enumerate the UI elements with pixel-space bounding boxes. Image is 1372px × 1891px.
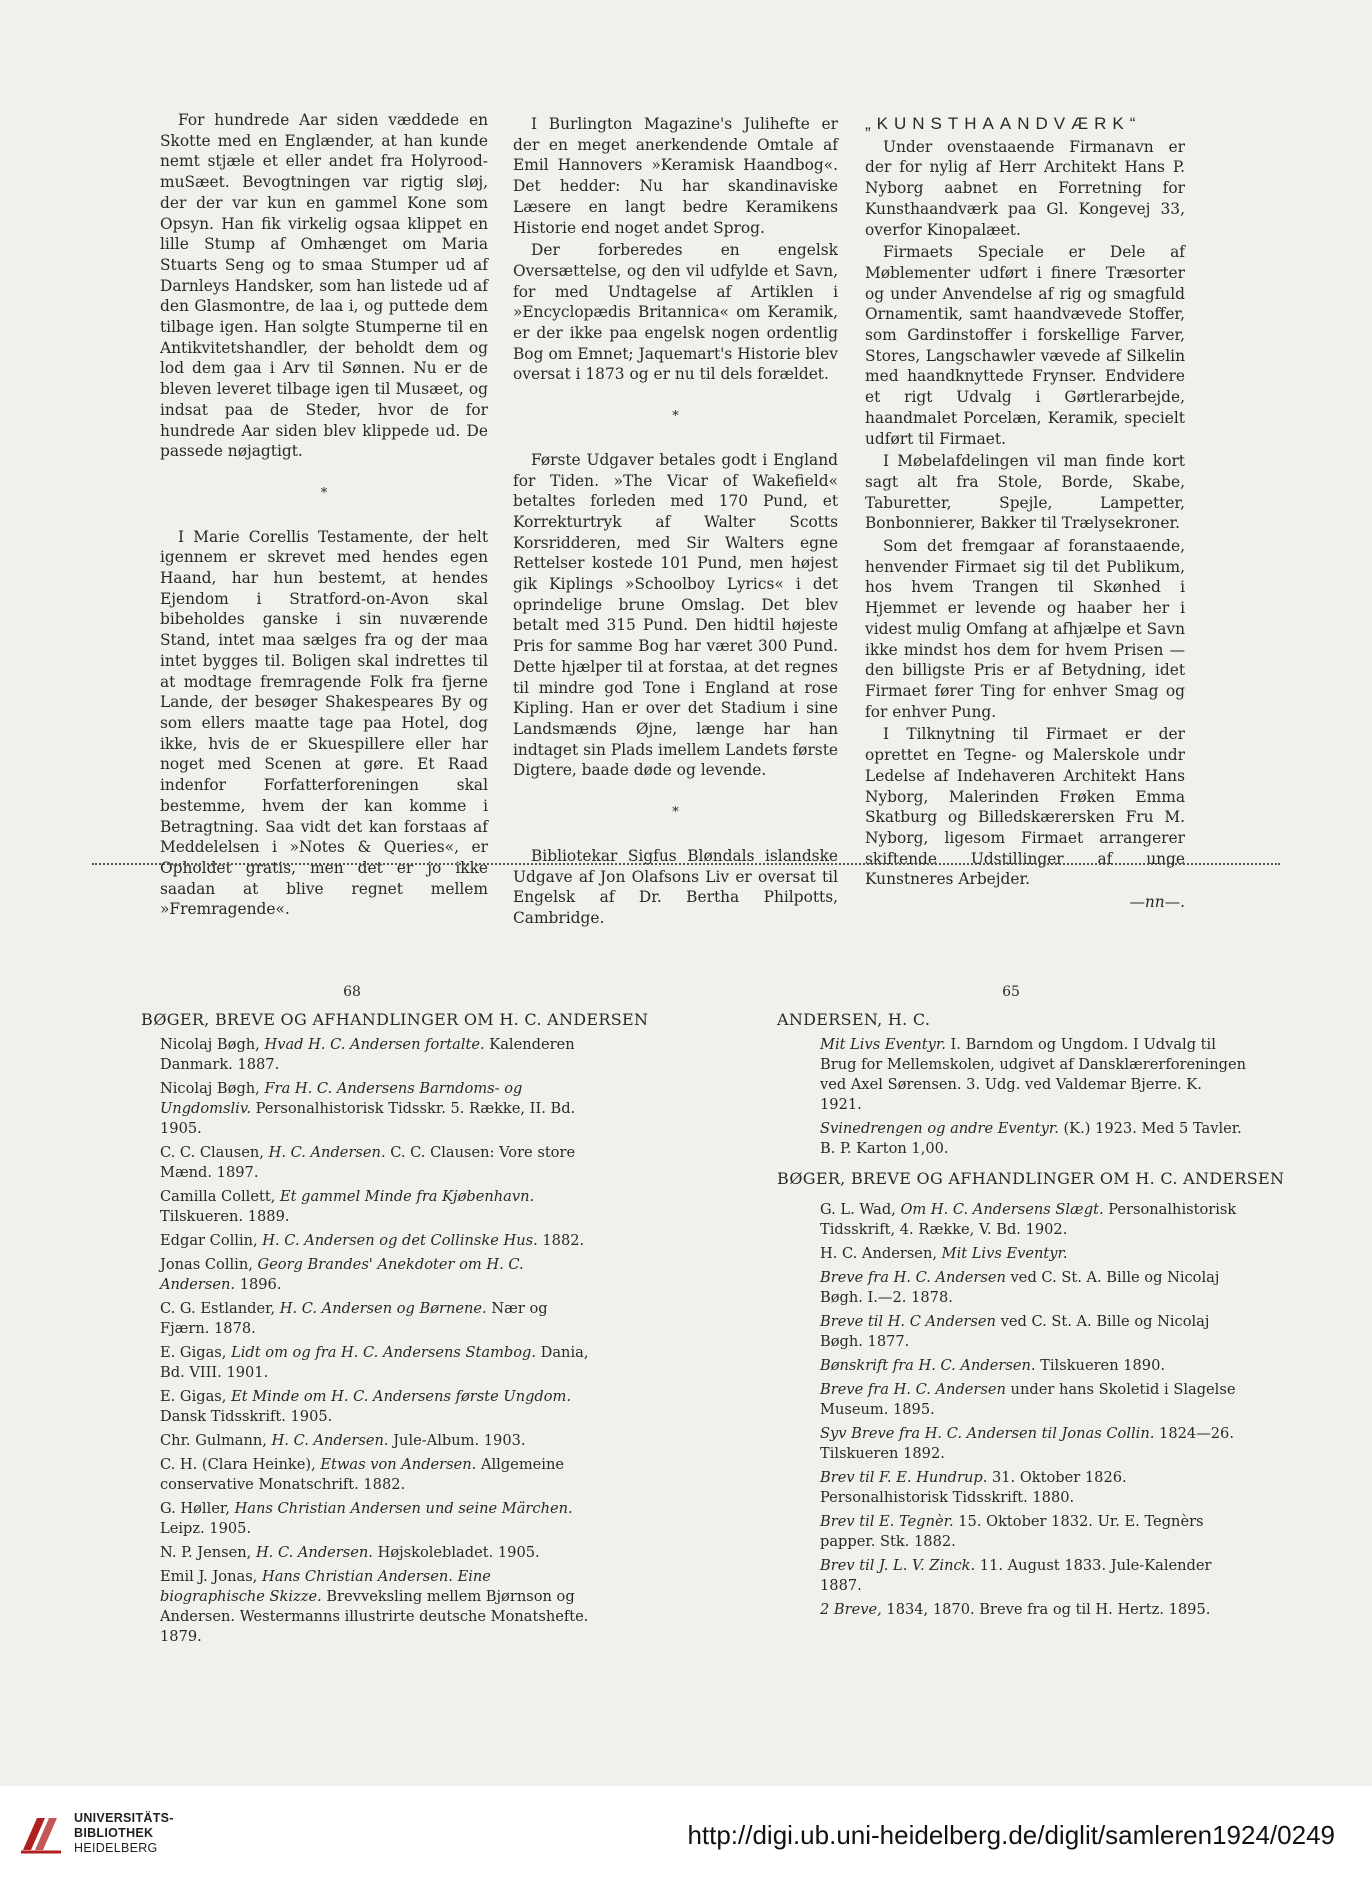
source-url-link[interactable]: http://digi.ub.uni-heidelberg.de/diglit/samleren1924/0249: [687, 1820, 1335, 1850]
paragraph: Under ovenstaaende Firmanavn er der for nylig af Herr Architekt Hans P. Nyborg aabnet en Forretning for Kunsthaandværk paa Gl. Kongevej 33, overfor Kinopalæet.: [865, 137, 1185, 239]
paragraph: Firmaets Speciale er Dele af Møblementer udført i finere Træsorter og under Anvendelse af rig og smagfuld Ornamentik, samt haandvævede Stoffer, som Gardinstoffer i forskellige Farver, Stores, Langschawler vævede af Silkelin med haandknyttede Frynser. Endvidere et rigt Udvalg i Gørtlerarbejde, haandmalet Porcelæn, Keramik, specielt udført til Firmaet.: [865, 243, 1185, 448]
paragraph: I Tilknytning til Firmaet er der oprettet en Tegne- og Malerskole undr Ledelse af Indehaveren Architekt Hans Nyborg, Malerinden Frøken Emma Skatburg og Billedskærersken Fru M. Nyborg, ligesom Firmaet arrangerer skiftende Udstillinger af unge Kunstneres Arbejder.: [865, 725, 1185, 889]
article-column-3: [865, 114, 1185, 913]
bibliography-entry: [820, 1244, 1248, 1264]
entry-details: Tilskueren. 1889.: [160, 1208, 290, 1225]
bibliography-entry: [160, 1543, 590, 1563]
entry-details: 15. Oktober 1832. Ur. E. Tegnèrs papper. Stk. 1882.: [820, 1513, 1204, 1550]
bibliography-entry: [820, 1035, 1248, 1115]
library-name-line-1: UNIVERSITÄTS-: [74, 1811, 174, 1825]
page-number-left: 68: [343, 984, 361, 1000]
footer-bar: [0, 1786, 1372, 1891]
page-number-right: 65: [1002, 984, 1020, 1000]
bibliography-entry: [160, 1143, 590, 1183]
bibliography-heading-left: BØGER, BREVE OG AFHANDLINGER OM H. C. ANDERSEN: [141, 1010, 649, 1029]
article-column-2: [513, 114, 838, 929]
entry-title: Fra H. C. Andersens Barndoms- og Ungdomsliv.: [160, 1080, 523, 1117]
entry-details: (K.) 1923. Med 5 Tavler. B. P. Karton 1,00.: [820, 1120, 1242, 1157]
entry-title: Om H. C. Andersens Slægt.: [900, 1201, 1104, 1218]
entry-title: Hvad H. C. Andersen fortalte.: [264, 1036, 485, 1053]
library-name-line-3: HEIDELBERG: [74, 1841, 158, 1855]
bibliography-entry: [820, 1119, 1248, 1159]
bibliography-entry: [820, 1600, 1248, 1620]
entry-author: G. Høller,: [160, 1500, 235, 1517]
entry-title: Mit Livs Eventyr.: [941, 1245, 1068, 1262]
entry-title: Hans Christian Andersen und seine Märchen.: [234, 1500, 573, 1517]
paragraph: Bibliotekar Sigfus Bløndals islandske Udgave af Jon Olafsons Liv er oversat til Engelsk af Dr. Bertha Philpotts, Cambridge.: [513, 846, 838, 927]
entry-details: Jule-Album. 1903.: [388, 1432, 526, 1449]
entry-details: Allgemeine conservative Monatschrift. 1882.: [160, 1456, 564, 1493]
entry-title: H. C. Andersen og Børnene.: [279, 1300, 487, 1317]
entry-author: Emil J. Jonas,: [160, 1568, 262, 1585]
article-column-1: [160, 110, 488, 920]
bibliography-list-right-1: [820, 1035, 1248, 1163]
entry-title: Georg Brandes' Anekdoter om H. C. Andersen.: [160, 1256, 524, 1293]
entry-author: Nicolaj Bøgh,: [160, 1080, 265, 1097]
entry-title: Bønskrift fra H. C. Andersen.: [820, 1357, 1036, 1374]
library-name: [74, 1811, 174, 1856]
bibliography-heading-right-1: ANDERSEN, H. C.: [777, 1010, 931, 1029]
entry-details: 31. Oktober 1826. Personalhistorisk Tidsskrift. 1880.: [820, 1469, 1127, 1506]
entry-author: Jonas Collin,: [160, 1256, 258, 1273]
entry-details: 1834, 1870. Breve fra og til H. Hertz. 1895.: [881, 1601, 1211, 1618]
entry-author: Edgar Collin,: [160, 1232, 263, 1249]
entry-title: Mit Livs Eventyr.: [820, 1036, 946, 1053]
entry-title: H. C. Andersen og det Collinske Hus.: [262, 1232, 538, 1249]
paragraph: Der forberedes en engelsk Oversættelse, og den vil udfylde et Savn, for med Undtagelse af Artiklen i »Encyclopædis Britannica« om Keramik, er der ikke paa engelsk nogen ordentlig Bog om Emnet; Jaquemart's Historie blev oversat i 1873 og er nu til dels forældet.: [513, 241, 838, 384]
entry-author: H. C. Andersen,: [820, 1245, 942, 1262]
entry-title: 2 Breve,: [820, 1601, 882, 1618]
entry-details: Tilskueren 1890.: [1035, 1357, 1166, 1374]
entry-title: Etwas von Andersen.: [320, 1456, 477, 1473]
paragraph: I Burlington Magazine's Julihefte er der en meget anerkendende Omtale af Emil Hannovers »Keramisk Haandbog«. Det hedder: Nu har skandinaviske Læsere en langt bedre Keramikens Historie end noget andet Sprog.: [513, 115, 838, 237]
entry-details: 1882.: [537, 1232, 585, 1249]
entry-author: Chr. Gulmann,: [160, 1432, 272, 1449]
bibliography-list-right-2: [820, 1200, 1248, 1624]
bibliography-entry: [160, 1455, 590, 1495]
bibliography-entry: [160, 1231, 590, 1251]
bibliography-entry: [160, 1299, 590, 1339]
bibliography-entry: [160, 1387, 590, 1427]
entry-details: under hans Skoletid i Slagelse Museum. 1895.: [820, 1381, 1236, 1418]
entry-title: Breve til H. C Andersen: [820, 1313, 996, 1330]
library-name-line-2: BIBLIOTHEK: [74, 1826, 154, 1840]
bibliography-entry: [820, 1312, 1248, 1352]
bibliography-entry: [820, 1512, 1248, 1552]
entry-author: C. G. Estlander,: [160, 1300, 280, 1317]
section-separator: *: [320, 485, 328, 501]
entry-details: Leipz. 1905.: [160, 1520, 252, 1537]
entry-title: Breve fra H. C. Andersen: [820, 1269, 1006, 1286]
bibliography-entry: [160, 1343, 590, 1383]
entry-title: Svinedrengen og andre Eventyr.: [820, 1120, 1059, 1137]
bibliography-heading-right-2: BØGER, BREVE OG AFHANDLINGER OM H. C. ANDERSEN: [777, 1169, 1285, 1188]
paragraph: For hundrede Aar siden væddede en Skotte med en Englænder, at han kunde nemt stjæle et eller andet fra Holyrood-muSæet. Bevogtningen var rigtig sløj, der der var kun en gammel Kone som Opsyn. Han fik virkelig ogsaa klippet en lille Stump af Omhænget om Maria Stuarts Seng og to smaa Stumper ud af Darnleys Handsker, som han listede ud af den Glasmontre, de laa i, og puttede dem tilbage igen. Han solgte Stumperne til en Antikvitetshandler, der beholdt dem og lod dem gaa i Arv til Sønnen. Nu er de bleven leveret tilbage igen til Musæet, og indsat paa de Steder, hvor de for hundrede Aar siden blev klippede ud. De passede nøjagtigt.: [160, 111, 488, 461]
dotted-divider: [92, 863, 1280, 865]
bibliography-list-left: [160, 1035, 590, 1651]
entry-details: C. C. Clausen: Vore store Mænd. 1897.: [160, 1144, 576, 1181]
entry-title: Et gammel Minde fra Kjøbenhavn.: [279, 1188, 535, 1205]
bibliography-entry: [160, 1499, 590, 1539]
library-logo-icon: [17, 1810, 65, 1858]
entry-author: Nicolaj Bøgh,: [160, 1036, 265, 1053]
bibliography-entry: [160, 1567, 590, 1647]
entry-title: Hans Christian Andersen. Eine biographische Skizze.: [160, 1568, 491, 1605]
entry-details: Brevveksling mellem Bjørnson og Andersen. Westermanns illustrirte deutsche Monatshefte. 1879.: [160, 1588, 589, 1645]
entry-title: H. C. Andersen.: [255, 1544, 373, 1561]
entry-title: Et Minde om H. C. Andersens første Ungdom.: [231, 1388, 572, 1405]
bibliography-entry: [820, 1556, 1248, 1596]
entry-details: I. Barndom og Ungdom. I Udvalg til Brug for Mellemskolen, udgivet af Dansklærerforeningen ved Axel Sørensen. 3. Udg. ved Valdemar Bjerre. K. 1921.: [820, 1036, 1246, 1113]
entry-title: Brev til J. L. V. Zinck.: [820, 1557, 976, 1574]
bibliography-entry: [160, 1255, 590, 1295]
entry-details: 11. August 1833. Jule-Kalender 1887.: [820, 1557, 1212, 1594]
paragraph: Første Udgaver betales godt i England for Tiden. »The Vicar of Wakefield« betaltes forleden med 170 Pund, et Korrekturtryk af Walter Scotts Korsridderen, med Sir Walters egne Rettelser kostede 101 Pund, men højest gik Kiplings »Schoolboy Lyrics« i det oprindelige brune Omslag. Det blev betalt med 315 Pund. Den hidtil højeste Pris for samme Bog har været 300 Pund. Dette hjælper til at forstaa, at det regnes til mindre god Tone i England at rose Kipling. Han er over det Stadium i sine Landsmænds Øjne, længe har han indtaget sin Plads imellem Landets første Digtere, baade døde og levende.: [513, 450, 838, 780]
entry-details: 1896.: [235, 1276, 282, 1293]
entry-details: ved C. St. A. Bille og Nicolaj Bøgh. 1877.: [820, 1313, 1210, 1350]
entry-details: Personalhistorisk Tidsskr. 5. Række, II. Bd. 1905.: [160, 1100, 576, 1137]
entry-author: C. H. (Clara Heinke),: [160, 1456, 321, 1473]
entry-author: N. P. Jensen,: [160, 1544, 256, 1561]
entry-details: 1824—26. Tilskueren 1892.: [820, 1425, 1234, 1462]
bibliography-entry: [820, 1468, 1248, 1508]
entry-author: C. C. Clausen,: [160, 1144, 269, 1161]
paragraph: Som det fremgaar af foranstaaende, henvender Firmaet sig til det Publikum, hos hvem Trangen til Skønhed i Hjemmet er levende og haaber her i videst mulig Omfang at afhjælpe et Savn ikke mindst hos dem for hvem Prisen — den billigste Pris er af Betydning, idet Firmaet fører Ting for enhver Smag og for enhver Pung.: [865, 537, 1185, 721]
entry-title: Syv Breve fra H. C. Andersen til Jonas Collin.: [820, 1425, 1155, 1442]
bibliography-entry: [820, 1356, 1248, 1376]
entry-title: Brev til E. Tegnèr.: [820, 1513, 954, 1530]
entry-title: Breve fra H. C. Andersen: [820, 1381, 1006, 1398]
section-separator: *: [672, 409, 679, 425]
entry-title: H. C. Andersen.: [271, 1432, 389, 1449]
entry-author: G. L. Wad,: [820, 1201, 901, 1218]
entry-details: Personalhistorisk Tidsskrift, 4. Række, V. Bd. 1902.: [820, 1201, 1237, 1238]
entry-details: Højskolebladet. 1905.: [372, 1544, 540, 1561]
bibliography-entry: [160, 1079, 590, 1139]
entry-title: H. C. Andersen.: [268, 1144, 386, 1161]
entry-title: Brev til F. E. Hundrup.: [820, 1469, 988, 1486]
paragraph: I Møbelafdelingen vil man finde kort sagt alt fra Stole, Borde, Skabe, Taburetter, Spejle, Lampetter, Bonbonnierer, Bakker til Trælysekroner.: [865, 452, 1185, 533]
signature: —nn—.: [1129, 893, 1185, 912]
entry-details: ved C. St. A. Bille og Nicolaj Bøgh. I.—2. 1878.: [820, 1269, 1220, 1306]
entry-title: Lidt om og fra H. C. Andersens Stambog.: [231, 1344, 537, 1361]
entry-details: Nær og Fjærn. 1878.: [160, 1300, 548, 1337]
entry-details: Dansk Tidsskrift. 1905.: [160, 1408, 333, 1425]
bibliography-entry: [820, 1380, 1248, 1420]
bibliography-entry: [160, 1035, 590, 1075]
bibliography-entry: [160, 1187, 590, 1227]
bibliography-entry: [160, 1431, 590, 1451]
entry-author: E. Gigas,: [160, 1344, 232, 1361]
entry-details: Dania, Bd. VIII. 1901.: [160, 1344, 589, 1381]
section-separator: *: [672, 805, 679, 821]
bibliography-entry: [820, 1268, 1248, 1308]
entry-details: Kalenderen Danmark. 1887.: [160, 1036, 575, 1073]
bibliography-entry: [820, 1424, 1248, 1464]
entry-author: Camilla Collett,: [160, 1188, 280, 1205]
entry-author: E. Gigas,: [160, 1388, 232, 1405]
article-heading: „KUNSTHAANDVÆRK“: [865, 114, 1142, 133]
bibliography-entry: [820, 1200, 1248, 1240]
paragraph: I Marie Corellis Testamente, der helt igennem er skrevet med hendes egen Haand, har hun bestemt, at hendes Ejendom i Stratford-on-Avon skal bibeholdes ganske i sin nuværende Stand, intet maa sælges fra og der maa intet bygges til. Boligen skal indrettes til at modtage fremragende Folk fra fjerne Lande, der besøger Shakespeares By og som ellers maatte tage paa Hotel, dog ikke, hvis de er Skuespillere eller har noget med Scenen at gøre. Et Raad indenfor Forfatterforeningen skal bestemme, hvem der kan komme i Betragtning. Saa vidt det kan forstaas af Meddelelsen i »Notes & Queries«, er Opholdet gratis, men det er jo ikke saadan at blive regnet mellem »Fremragende«.: [160, 527, 488, 919]
